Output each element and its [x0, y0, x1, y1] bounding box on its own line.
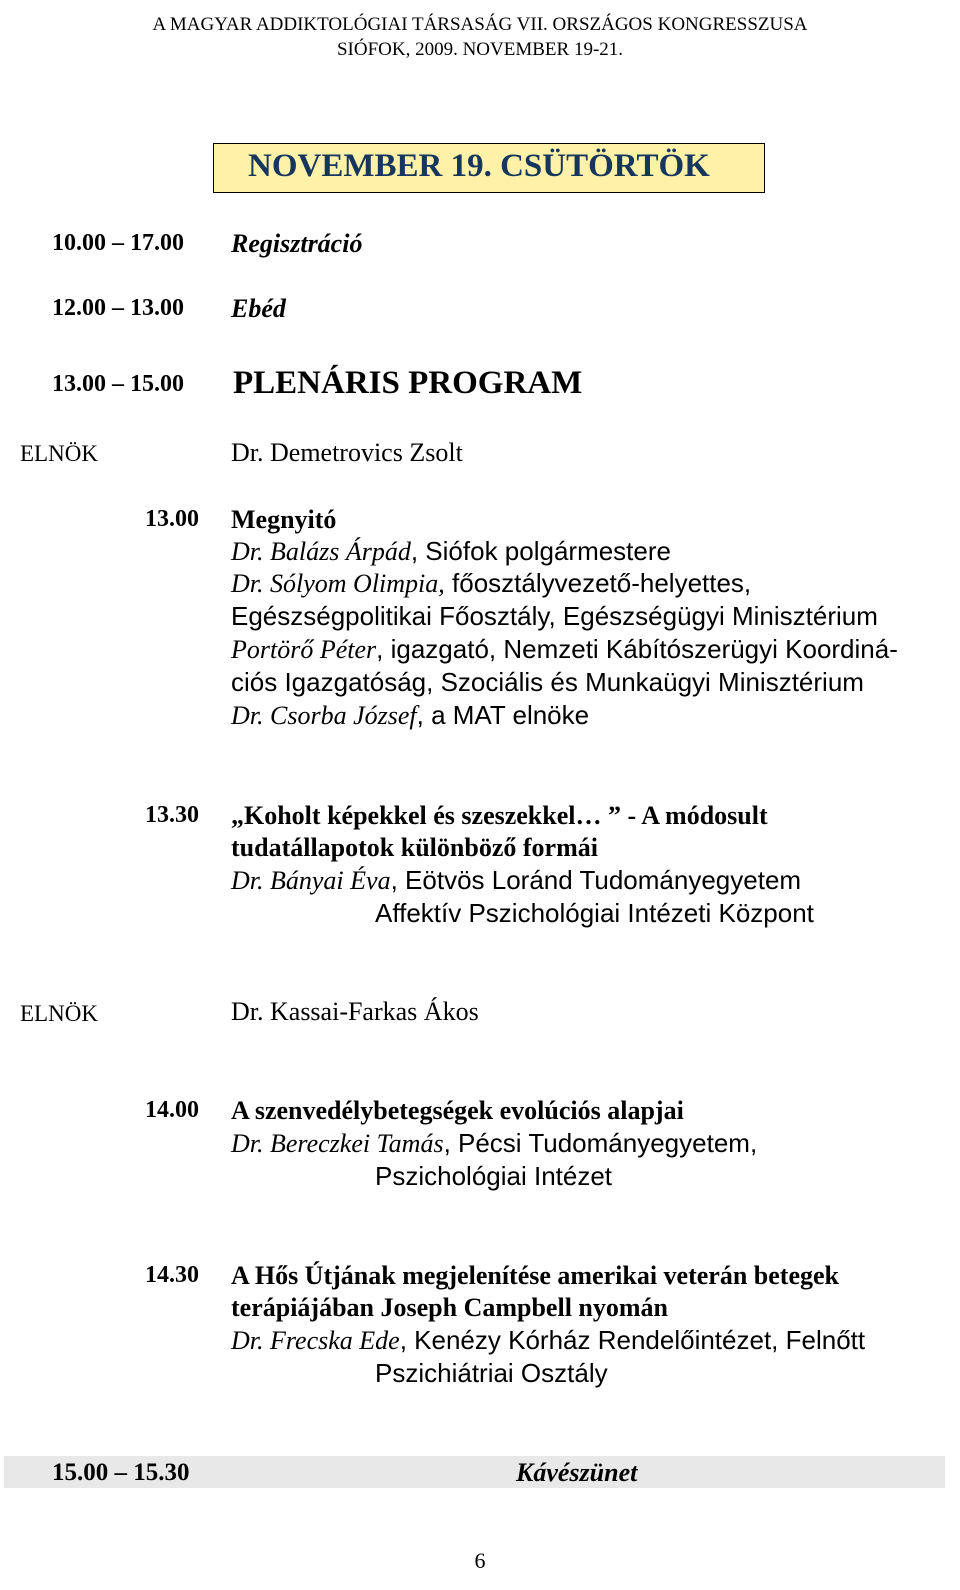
plenary-time: 13.00 – 15.00 [52, 371, 184, 397]
opening-time: 13.00 [145, 506, 199, 532]
lunch-time: 12.00 – 13.00 [52, 295, 184, 321]
talk-title: tudatállapotok különböző formái [231, 833, 598, 862]
speaker-role: , Siófok polgármestere [410, 536, 671, 566]
chair-name: Dr. Demetrovics Zsolt [231, 438, 463, 467]
speaker-affiliation: Affektív Pszichológiai Intézeti Központ [375, 898, 814, 928]
header-line-1: A MAGYAR ADDIKTOLÓGIAI TÁRSASÁG VII. ORSZÁGOS KONGRESSZUSA [152, 14, 808, 35]
talk-title: terápiájában Joseph Campbell nyomán [231, 1293, 668, 1322]
header-line-2: SIÓFOK, 2009. NOVEMBER 19-21. [336, 39, 624, 60]
speaker-affiliation: , Eötvös Loránd Tudományegyetem [390, 865, 802, 895]
speaker-name: Portörő Péter [231, 635, 377, 664]
opening-line [231, 633, 898, 666]
talk-speaker [231, 864, 801, 897]
speaker-role: , igazgató, Nemzeti Kábítószerügyi Koordiná- [376, 634, 898, 664]
chair-label: ELNÖK [20, 441, 98, 466]
lunch-label: Ebéd [231, 294, 286, 323]
opening-line [231, 535, 671, 568]
chair-name: Dr. Kassai-Farkas Ákos [231, 997, 479, 1026]
speaker-name: Dr. Sólyom Olimpia, [231, 569, 445, 598]
speaker-name: Dr. Frecska Ede [231, 1326, 400, 1355]
talk-time: 14.00 [145, 1097, 199, 1123]
opening-line: ciós Igazgatóság, Szociális és Munkaügyi Minisztérium [231, 667, 864, 697]
plenary-title: PLENÁRIS PROGRAM [233, 365, 583, 401]
day-title: NOVEMBER 19. CSÜTÖRTÖK [248, 148, 710, 184]
document-header [0, 12, 960, 62]
page-number: 6 [474, 1548, 486, 1573]
speaker-name: Dr. Balázs Árpád [231, 537, 411, 566]
talk-time: 14.30 [145, 1262, 199, 1288]
speaker-role: főosztályvezető-helyettes, [444, 568, 752, 598]
coffee-break-label: Kávészünet [516, 1458, 638, 1487]
speaker-name: Dr. Bereczkei Tamás [231, 1129, 444, 1158]
speaker-name: Dr. Csorba József [231, 701, 417, 730]
speaker-affiliation: Pszichiátriai Osztály [375, 1358, 608, 1388]
speaker-affiliation: Pszichológiai Intézet [375, 1161, 613, 1191]
talk-title: A Hős Útjának megjelenítése amerikai veterán betegek [231, 1261, 839, 1290]
opening-line [231, 699, 589, 732]
registration-label: Regisztráció [231, 229, 363, 258]
opening-line: Egészségpolitikai Főosztály, Egészségügyi Minisztérium [231, 601, 878, 631]
talk-title: A szenvedélybetegségek evolúciós alapjai [231, 1096, 684, 1125]
coffee-break-time: 15.00 – 15.30 [52, 1459, 190, 1486]
speaker-role: , a MAT elnöke [416, 700, 590, 730]
registration-time: 10.00 – 17.00 [52, 230, 184, 256]
speaker-affiliation: , Pécsi Tudományegyetem, [443, 1128, 758, 1158]
speaker-name: Dr. Bányai Éva [231, 866, 391, 895]
speaker-affiliation: , Kenézy Kórház Rendelőintézet, Felnőtt [399, 1325, 866, 1355]
talk-time: 13.30 [145, 802, 199, 828]
opening-title: Megnyitó [231, 505, 337, 534]
talk-speaker [231, 1127, 757, 1160]
chair-label: ELNÖK [20, 1001, 98, 1026]
talk-speaker [231, 1324, 865, 1357]
talk-title: „Koholt képekkel és szeszekkel… ” - A módosult [231, 801, 768, 830]
opening-line [231, 567, 751, 600]
